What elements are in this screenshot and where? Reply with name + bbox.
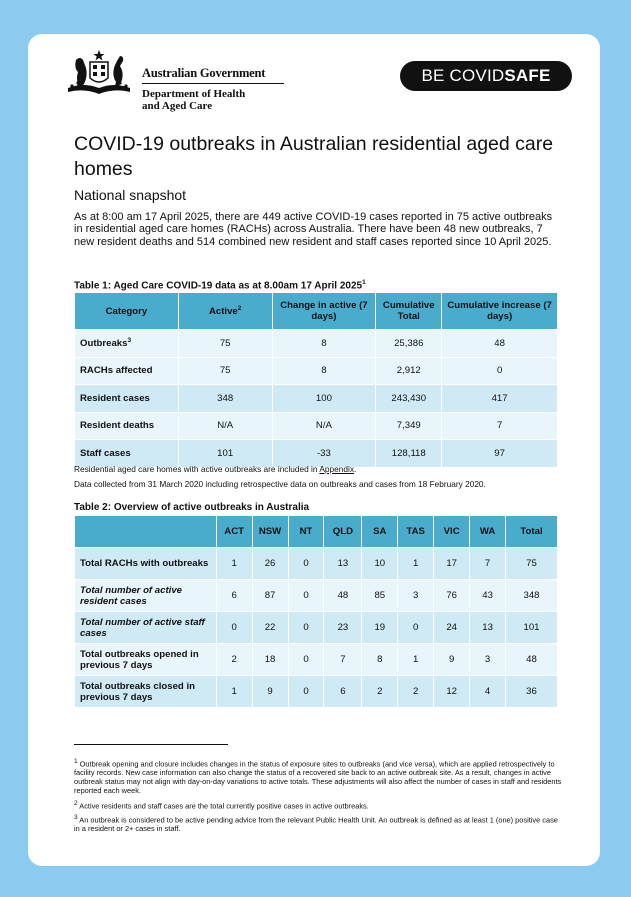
department-name <box>142 88 284 112</box>
table1-header <box>178 293 272 330</box>
table-cell: 100 <box>272 385 376 413</box>
footnote-divider <box>74 744 228 745</box>
note-prefix: Residential aged care homes with active outbreaks are included in <box>74 464 320 474</box>
row-label: Resident deaths <box>75 412 179 440</box>
footnote-3 <box>74 814 564 834</box>
table-cell: 128,118 <box>376 440 442 468</box>
note-suffix: . <box>353 464 357 474</box>
document-page <box>28 34 600 866</box>
table-cell: 9 <box>252 676 288 708</box>
table-row <box>75 412 558 440</box>
table-cell: 2 <box>216 644 252 676</box>
page-title: COVID-19 outbreaks in Australian residential aged care homes <box>74 133 554 180</box>
table-row <box>75 612 558 644</box>
table1-header-row <box>75 293 558 330</box>
footnote-mark: 1 <box>74 758 78 765</box>
table2-header: Total <box>506 516 558 548</box>
row-label: Total RACHs with outbreaks <box>75 548 217 580</box>
intro-paragraph: As at 8:00 am 17 April 2025, there are 449 active COVID-19 cases reported in 75 active outbreaks in residential aged care homes (RACHs) across Australia. There have been 48 new outbreaks, 7 new resident deaths and 514 combined new resident and staff cases reported since 10 April 2025. <box>74 211 553 248</box>
table2-caption: Table 2: Overview of active outbreaks in Australia <box>74 502 310 513</box>
table-cell: 18 <box>252 644 288 676</box>
department-line-1: Department of Health <box>142 88 246 100</box>
footnote-mark: 2 <box>74 800 78 807</box>
table-row <box>75 644 558 676</box>
table-cell: 2 <box>398 676 434 708</box>
table-cell: 7,349 <box>376 412 442 440</box>
aged-care-covid-table <box>74 292 558 468</box>
table-cell: 1 <box>216 676 252 708</box>
table-cell: 101 <box>506 612 558 644</box>
table-cell: 1 <box>398 548 434 580</box>
table-cell: 0 <box>288 548 324 580</box>
table1-caption <box>74 279 366 291</box>
badge-text-bold: SAFE <box>504 66 551 85</box>
footnote-text: Active residents and staff cases are the total currently positive cases in active outbreaks. <box>79 801 369 811</box>
table-cell: 1 <box>398 644 434 676</box>
footnote-text: Outbreak opening and closure includes changes in the status of exposure sites to outbreaks (and vice versa), which are applied retrospectively to facility records. New case information can also change the status of a recovered site back to an active outbreak site. As a result, changes in active outbreak status may not align with day-on-day variations to active totals. These adjustments will also affect the number of cases in staff and residents reported each week. <box>74 759 562 795</box>
table2-header: NSW <box>252 516 288 548</box>
row-label: Total number of active staff cases <box>75 612 217 644</box>
table-cell: N/A <box>272 412 376 440</box>
badge-text-regular: BE COVID <box>421 66 505 85</box>
table1-header: Category <box>75 293 179 330</box>
table-cell: 243,430 <box>376 385 442 413</box>
active-outbreaks-table <box>74 515 558 708</box>
table2-header: WA <box>470 516 506 548</box>
row-label <box>75 330 179 358</box>
table-row <box>75 385 558 413</box>
table1-header: Change in active (7 days) <box>272 293 376 330</box>
row-label: RACHs affected <box>75 357 179 385</box>
table1-header-sup: 2 <box>237 304 242 312</box>
table-row <box>75 580 558 612</box>
table-cell: 0 <box>288 676 324 708</box>
coat-of-arms-logo <box>64 48 134 96</box>
table-cell: 24 <box>434 612 470 644</box>
government-name: Australian Government <box>142 66 284 84</box>
table-cell: 48 <box>506 644 558 676</box>
footnote-1 <box>74 758 564 795</box>
appendix-link[interactable]: Appendix <box>319 464 354 474</box>
page-subtitle: National snapshot <box>74 187 187 203</box>
row-label-sup: 3 <box>127 337 132 345</box>
table-cell: 2,912 <box>376 357 442 385</box>
row-label: Total outbreaks closed in previous 7 days <box>75 676 217 708</box>
table2-header: ACT <box>216 516 252 548</box>
table2-header: QLD <box>324 516 362 548</box>
table2-header: VIC <box>434 516 470 548</box>
table-cell: 26 <box>252 548 288 580</box>
table-cell: 76 <box>434 580 470 612</box>
table2-header <box>75 516 217 548</box>
table-cell: 8 <box>362 644 398 676</box>
table1-note-appendix <box>74 464 356 474</box>
table-cell: 1 <box>216 548 252 580</box>
be-covidsafe-badge <box>400 61 572 91</box>
table-row <box>75 440 558 468</box>
table-cell: 348 <box>506 580 558 612</box>
table-cell: 2 <box>362 676 398 708</box>
table-cell: 12 <box>434 676 470 708</box>
row-label: Resident cases <box>75 385 179 413</box>
table-cell: 48 <box>324 580 362 612</box>
table1-header-text: Active <box>208 306 238 318</box>
table-cell: 417 <box>442 385 558 413</box>
table-cell: 75 <box>506 548 558 580</box>
table-cell: 36 <box>506 676 558 708</box>
table1-header: Cumulative increase (7 days) <box>442 293 558 330</box>
table-cell: 0 <box>288 644 324 676</box>
table-cell: N/A <box>178 412 272 440</box>
table1-note-data: Data collected from 31 March 2020 including retrospective data on outbreaks and cases from 18 February 2020. <box>74 479 486 489</box>
table-cell: 10 <box>362 548 398 580</box>
row-label: Staff cases <box>75 440 179 468</box>
table-cell: -33 <box>272 440 376 468</box>
table-cell: 6 <box>324 676 362 708</box>
table-cell: 7 <box>442 412 558 440</box>
table-cell: 8 <box>272 330 376 358</box>
table-cell: 75 <box>178 357 272 385</box>
table-cell: 25,386 <box>376 330 442 358</box>
table-cell: 19 <box>362 612 398 644</box>
table-cell: 6 <box>216 580 252 612</box>
footnote-mark: 3 <box>74 814 78 821</box>
table1-header: Cumulative Total <box>376 293 442 330</box>
table-cell: 0 <box>442 357 558 385</box>
table-cell: 17 <box>434 548 470 580</box>
table2-header: SA <box>362 516 398 548</box>
table-cell: 3 <box>398 580 434 612</box>
table-cell: 13 <box>324 548 362 580</box>
table-row <box>75 548 558 580</box>
table-cell: 85 <box>362 580 398 612</box>
department-line-2: and Aged Care <box>142 100 213 112</box>
table-cell: 23 <box>324 612 362 644</box>
table-cell: 75 <box>178 330 272 358</box>
table-cell: 0 <box>398 612 434 644</box>
table2-header: NT <box>288 516 324 548</box>
table-cell: 13 <box>470 612 506 644</box>
row-label-text: Outbreaks <box>80 338 128 350</box>
table1-caption-sup: 1 <box>362 279 366 286</box>
table-cell: 101 <box>178 440 272 468</box>
table-cell: 7 <box>470 548 506 580</box>
table2-header: TAS <box>398 516 434 548</box>
table-cell: 97 <box>442 440 558 468</box>
table2-header-row <box>75 516 558 548</box>
table-cell: 7 <box>324 644 362 676</box>
table-row <box>75 330 558 358</box>
government-wordmark <box>142 66 284 112</box>
header <box>64 48 572 110</box>
table-row <box>75 676 558 708</box>
table-cell: 43 <box>470 580 506 612</box>
table-cell: 348 <box>178 385 272 413</box>
table-cell: 9 <box>434 644 470 676</box>
table-cell: 22 <box>252 612 288 644</box>
table-row <box>75 357 558 385</box>
table-cell: 4 <box>470 676 506 708</box>
table-cell: 0 <box>288 612 324 644</box>
table1-caption-text: Table 1: Aged Care COVID-19 data as at 8.00am 17 April 2025 <box>74 280 363 292</box>
table-cell: 87 <box>252 580 288 612</box>
footnote-text: An outbreak is considered to be active pending advice from the relevant Public Health Unit. An outbreak is defined as at least 1 (one) positive case in a resident or 2+ cases in staff. <box>74 815 558 834</box>
table-cell: 48 <box>442 330 558 358</box>
row-label: Total outbreaks opened in previous 7 days <box>75 644 217 676</box>
table-cell: 0 <box>216 612 252 644</box>
table-cell: 3 <box>470 644 506 676</box>
row-label: Total number of active resident cases <box>75 580 217 612</box>
table-cell: 8 <box>272 357 376 385</box>
table-cell: 0 <box>288 580 324 612</box>
footnote-2 <box>74 800 564 811</box>
